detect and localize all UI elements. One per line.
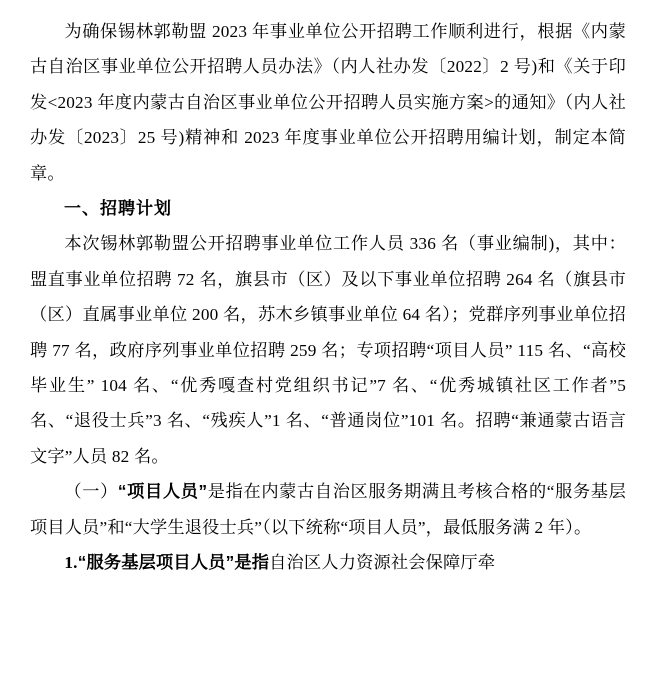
paragraph-text-part: （一） (64, 482, 118, 502)
section-heading-recruitment-plan (30, 191, 626, 226)
paragraph-intro (30, 14, 626, 191)
paragraph-project-personnel (30, 474, 626, 545)
paragraph-plan-details (30, 226, 626, 474)
paragraph-text: 为确保锡林郭勒盟 2023 年事业单位公开招聘工作顺利进行，根据《内蒙古自治区事业单位公开招聘人员办法》（内人社办发〔2022〕2 号)和《关于印发<2023 年度内蒙古自治区事业单位公开招聘人员实施方案>的通知》（内人社办发〔2023〕25 号)精神和 2023 年度事业单位公开招聘用编计划，制定本简章。 (30, 22, 626, 183)
paragraph-text: 本次锡林郭勒盟公开招聘事业单位工作人员 336 名（事业编制)，其中：盟直事业单位招聘 72 名，旗县市（区）及以下事业单位招聘 264 名（旗县市（区）直属事业单位 200 名，苏木乡镇事业单位 64 名）；党群序列事业单位招聘 77 名，政府序列事业单位招聘 259 名；专项招聘“项目人员” 115 名、“高校毕业生” 104 名、“优秀嘎查村党组织书记”7 名、“优秀城镇社区工作者”5 名、“退役士兵”3 名、“残疾人”1 名、“普通岗位”101 名。招聘“兼通蒙古语言文字”人员 82 名。 (30, 234, 626, 466)
paragraph-grassroots-service (30, 545, 626, 580)
list-number: 1. (64, 553, 78, 573)
term-grassroots-service-personnel: “服务基层项目人员” (77, 552, 235, 573)
term-project-personnel: “项目人员” (117, 481, 208, 502)
heading-text: 一、招聘计划 (64, 199, 172, 219)
paragraph-text-part: 是指 (234, 552, 270, 573)
paragraph-text-part: 是指在内蒙古自治区服务期满且考核合格的“服务基层项目人员”和“大学生退役士兵”（以下统称“项目人员”，最低服务满 2 年）。 (30, 482, 626, 537)
paragraph-text-part: 自治区人力资源社会保障厅牵 (269, 553, 496, 573)
document-body (30, 14, 626, 581)
